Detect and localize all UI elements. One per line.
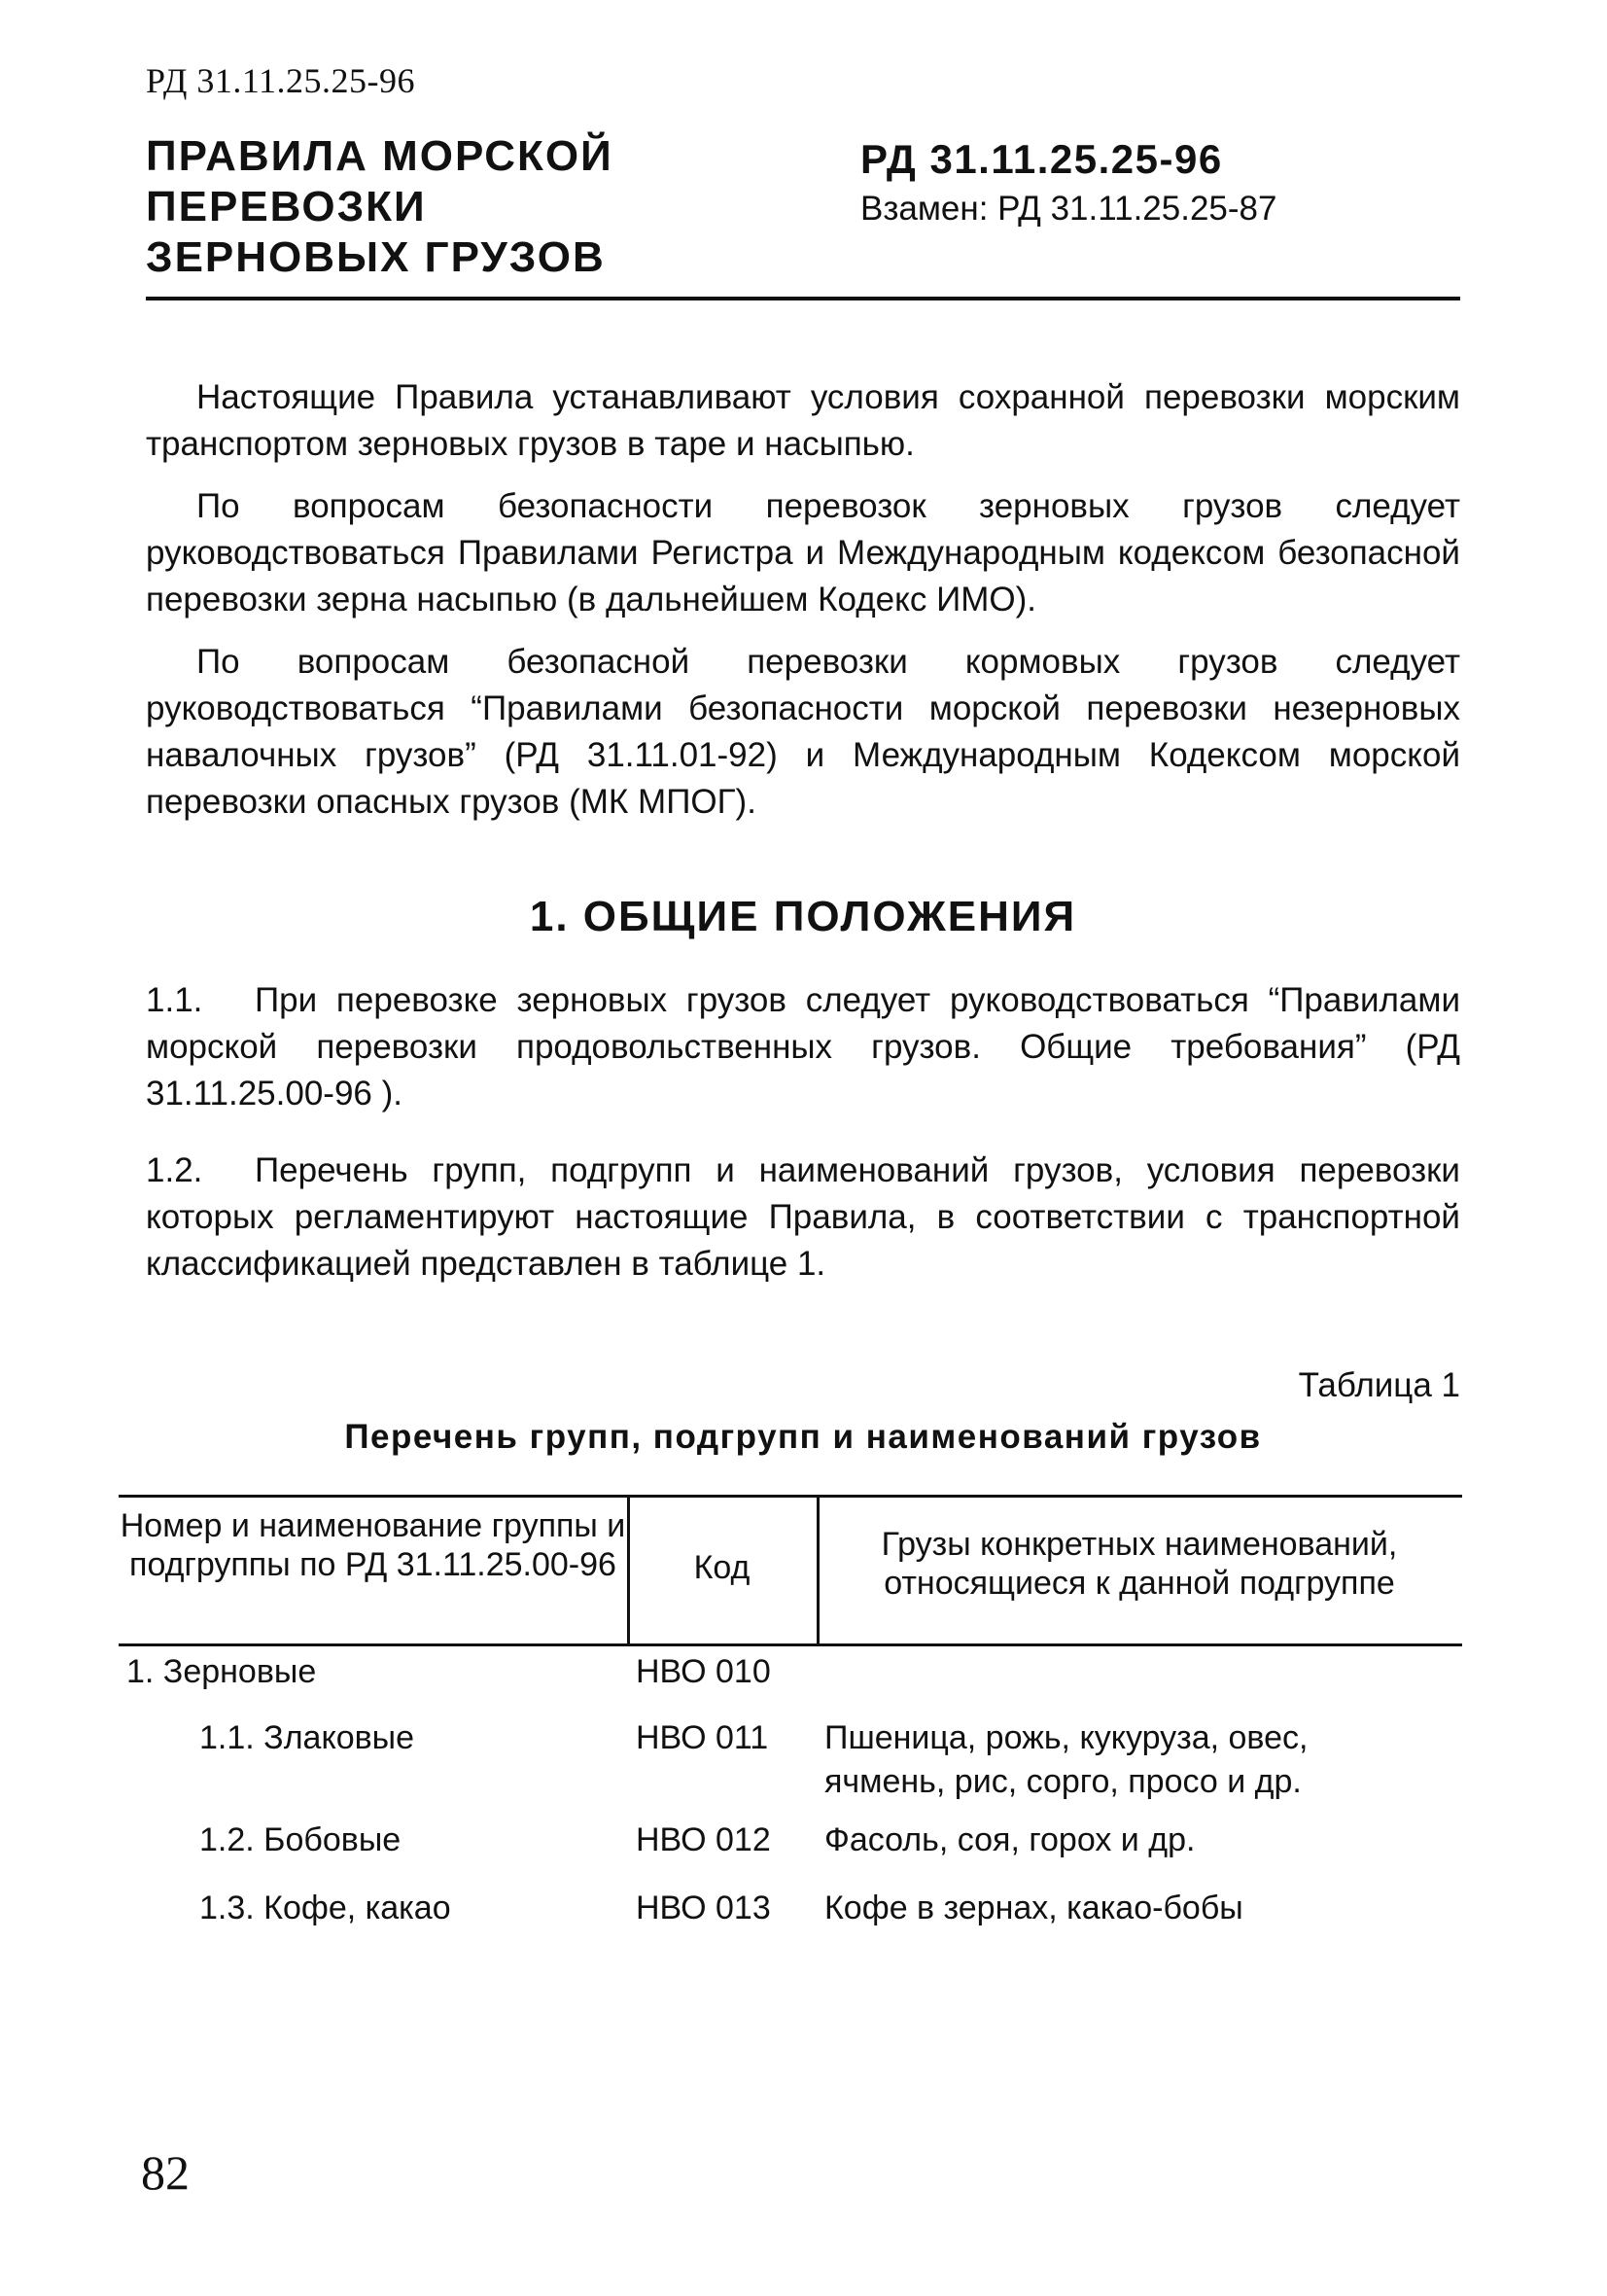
table-cell-group: 1.3. Кофе, какао [199,1890,451,1926]
table-cell-group: 1.2. Бобовые [199,1821,402,1858]
table-cell-code: НВО 012 [636,1821,771,1858]
table-cell-items: Кофе в зернах, какао-бобы [824,1890,1243,1926]
table-caption-title: Перечень групп, подгрупп и наименований грузов [344,1418,1262,1456]
table-header-group: Номер и наименование группы и подгруппы по РД 31.11.25.00-96 [120,1507,626,1583]
clause-1-2 [146,1148,1460,1288]
document-title-line-2: ПЕРЕВОЗКИ [146,183,427,230]
running-head: РД 31.11.25.25-96 [146,61,416,100]
table-header-items: Грузы конкретных наименований, относящиеся к данной подгруппе [881,1526,1398,1602]
table-cell-code: НВО 011 [636,1719,769,1756]
intro-paragraph-2: По вопросам безопасности перевозок зерновых грузов следует руководствоваться Правилами Регистра и Международным кодексом безопасной перевозки зерна насыпью (в дальнейшем Кодекс ИМО). [146,487,1460,618]
section-heading: 1. ОБЩИЕ ПОЛОЖЕНИЯ [529,893,1077,940]
table-top-rule [119,1495,1462,1498]
document-code: РД 31.11.25.25-96 [860,136,1223,182]
intro-paragraph-3: По вопросам безопасной перевозки кормовых грузов следует руководствоваться “Правилами безопасности морской перевозки незерновых навалочных грузов” (РД 31.11.01-92) и Международным Кодексом морской перевозки опасных грузов (МК МПОГ). [146,643,1460,821]
table-header-rule [119,1643,1462,1646]
clause-number: 1.2. [146,1151,203,1189]
table-header-code: Код [693,1549,751,1586]
table-caption-number: Таблица 1 [1298,1366,1460,1404]
document-title [146,131,690,283]
table-cell-code: НВО 013 [636,1890,771,1926]
clause-number: 1.1. [146,981,203,1019]
clause-text: Перечень групп, подгрупп и наименований грузов, условия перевозки которых регламентируют настоящие Правила, в соответствии с транспортной классификацией представлен в таблице 1. [146,1151,1460,1283]
table-cell-code: НВО 010 [636,1653,771,1690]
document-replaces: Взамен: РД 31.11.25.25-87 [860,190,1277,228]
clause-text: При перевозке зерновых грузов следует руководствоваться “Правилами морской перевозки продовольственных грузов. Общие требования” (РД 31.11.25.00-96 ). [146,981,1460,1113]
clause-1-1 [146,977,1460,1117]
intro-paragraph-1: Настоящие Правила устанавливают условия сохранной перевозки морским транспортом зерновых грузов в таре и насыпью. [146,378,1460,463]
table-cell-group: 1.1. Злаковые [199,1719,415,1756]
table-cell-group: 1. Зерновые [126,1653,317,1690]
document-title-line-1: ПРАВИЛА МОРСКОЙ [146,132,613,180]
table-cell-items: Пшеница, рожь, кукуруза, овес, ячмень, рис, сорго, просо и др. [824,1719,1309,1800]
table-cell-items: Фасоль, соя, горох и др. [824,1821,1196,1858]
page-number: 82 [141,2145,190,2200]
document-title-line-3: ЗЕРНОВЫХ ГРУЗОВ [146,233,606,281]
header-divider [146,297,1460,300]
intro-text [146,374,1460,841]
